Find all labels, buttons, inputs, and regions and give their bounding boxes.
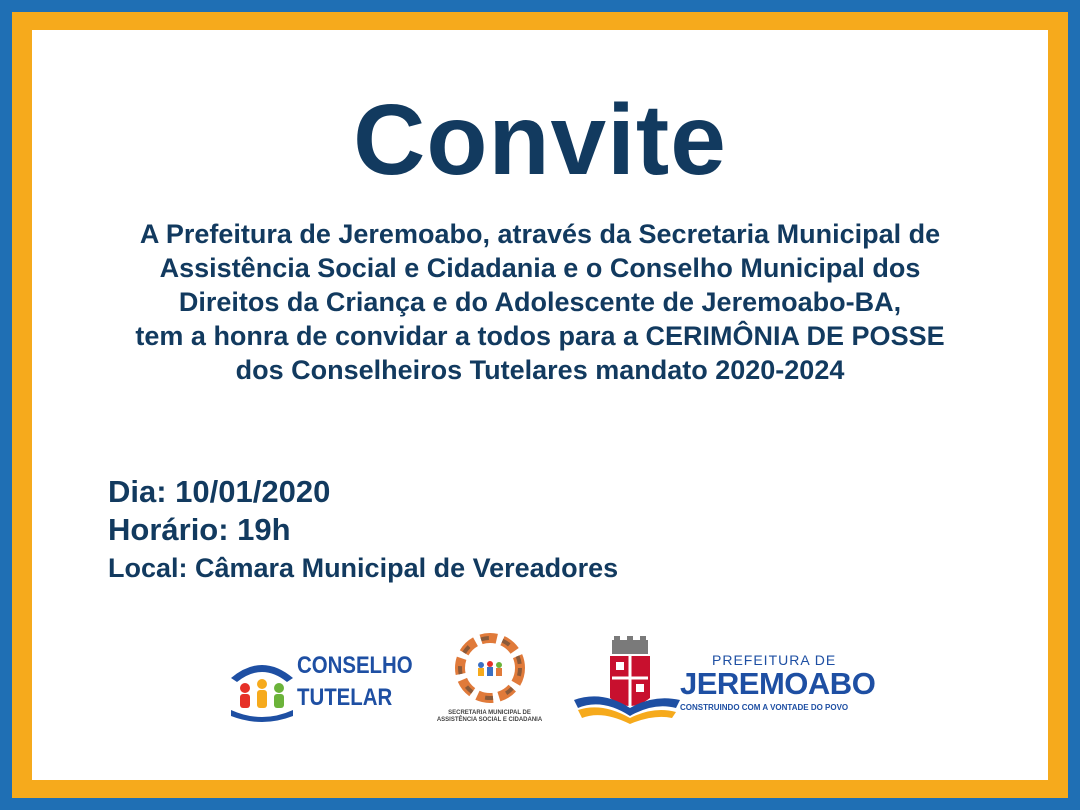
prefeitura-slogan: CONSTRUINDO COM A VONTADE DO POVO xyxy=(680,703,849,712)
event-details xyxy=(108,473,618,585)
conselho-tutelar-logo xyxy=(227,644,417,724)
secretaria-icon xyxy=(454,630,526,708)
prefeitura-label: PREFEITURA DE xyxy=(712,652,837,668)
prefeitura-coat-of-arms-icon xyxy=(572,636,682,736)
secretaria-line-1: SECRETARIA MUNICIPAL DE xyxy=(448,710,531,716)
logo-strip xyxy=(32,630,1048,740)
prefeitura-name: JEREMOABO xyxy=(680,666,876,701)
body-line: Direitos da Criança e do Adolescente de Jeremoabo-BA, xyxy=(178,287,902,317)
invitation-card xyxy=(32,30,1048,780)
event-place: Local: Câmara Municipal de Vereadores xyxy=(108,553,619,583)
invitation-body xyxy=(72,217,1008,387)
body-line: dos Conselheiros Tutelares mandato 2020-2024 xyxy=(235,355,845,385)
tutelar-line: TUTELAR xyxy=(297,684,393,711)
conselho-tutelar-wordmark xyxy=(297,650,413,714)
conselho-tutelar-icon xyxy=(227,644,297,724)
prefeitura-logo xyxy=(572,636,876,736)
secretaria-wordmark xyxy=(432,710,547,724)
event-date: Dia: 10/01/2020 xyxy=(108,474,331,509)
invitation-title: Convite xyxy=(353,84,727,196)
body-line: A Prefeitura de Jeremoabo, através da Secretaria Municipal de xyxy=(139,219,941,249)
conselho-line: CONSELHO xyxy=(297,652,413,679)
secretaria-logo xyxy=(432,630,547,740)
body-line: tem a honra de convidar a todos para a CERIMÔNIA DE POSSE xyxy=(135,321,945,351)
body-line: Assistência Social e Cidadania e o Conselho Municipal dos xyxy=(159,253,921,283)
secretaria-line-2: ASSISTÊNCIA SOCIAL E CIDADANIA xyxy=(436,717,543,723)
event-time: Horário: 19h xyxy=(108,512,291,547)
